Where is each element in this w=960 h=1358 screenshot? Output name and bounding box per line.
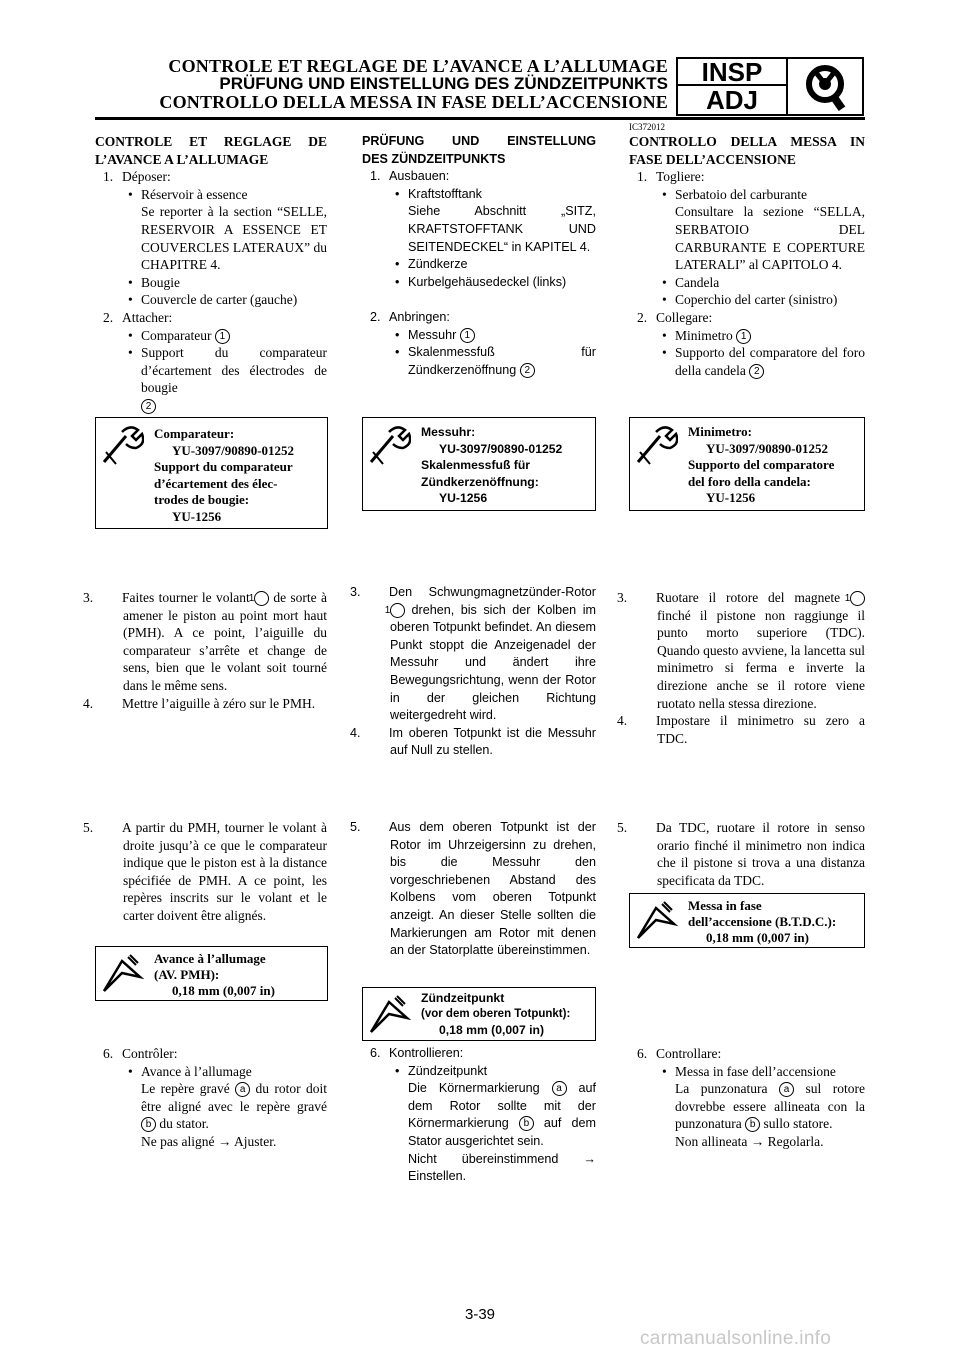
it-column-mid xyxy=(617,589,865,747)
spec-tool-icon xyxy=(100,951,144,995)
de-step1-bullet1: • Kraftstofftank xyxy=(362,186,596,204)
spec-tool-icon xyxy=(367,992,411,1036)
fr-step1-note: Se reporter à la section “SELLE, RESERVOIR A ESSENCE ET COUVERCLES LATERAUX” du CHAPITRE 4. xyxy=(141,204,327,273)
de-step6-bullet1: • Zündzeitpunkt xyxy=(362,1063,596,1081)
fr-step1-bullet3: • Couvercle de carter (gauche) xyxy=(95,291,327,309)
fr-step1-bullet1: • Réservoir à essence xyxy=(95,186,327,204)
callout-a-icon: a xyxy=(235,1082,250,1097)
de-box1-line1: Messuhr: xyxy=(421,425,476,439)
it-step-2: 2. Collegare: xyxy=(637,309,713,325)
fr-box1-line5: trodes de bougie: xyxy=(154,492,250,507)
wrench-magnifier-icon xyxy=(794,62,856,112)
badge-adj-label: ADJ xyxy=(705,85,758,115)
it-step6-note: La punzonatura a sul rotore dovrebbe essere allineata con la punzonatura b sullo statore. xyxy=(675,1081,865,1132)
fr-step-6: 6. Contrôler: xyxy=(103,1046,178,1061)
it-box1-line3: Supporto del comparatore xyxy=(688,457,835,472)
it-title-line1: CONTROLLO DELLA MESSA IN xyxy=(629,134,865,149)
it-box1-line1: Minimetro: xyxy=(688,424,753,439)
fr-step6-note2: Ne pas aligné → Ajuster. xyxy=(141,1133,277,1149)
callout-a-icon: a xyxy=(779,1082,794,1097)
it-box2-line1: Messa in fase xyxy=(688,898,762,913)
de-step6-note: Die Körnermarkierung a auf dem Rotor sollte mit der Körnermarkierung b auf dem Stator ausgerichtet sein. xyxy=(408,1081,597,1148)
de-box2-line1: Zündzeitpunkt xyxy=(421,991,505,1005)
fr-box2-line3: 0,18 mm (0,007 in) xyxy=(172,983,275,998)
de-box1-line3: Skalenmessfuß für xyxy=(421,458,531,472)
it-step6-bullet1: • Messa in fase dell’accensione xyxy=(629,1063,865,1081)
fr-step-3: 3. Faites tourner le volant 1 de sorte à amener le piston au point mort haut (PMH). A ce point, l’aiguille du comparateur s’arrête et change de sens, bien que le volant soit tourné dans le même sens. xyxy=(83,590,327,693)
it-title-line2: FASE DELL’ACCENSIONE xyxy=(629,151,796,167)
header-title-fr: CONTROLE ET REGLAGE DE L’AVANCE A L’ALLUMAGE xyxy=(168,56,668,76)
it-timing-spec-box xyxy=(629,893,865,948)
it-step-5: 5. Da TDC, ruotare il rotore in senso orario finché il minimetro non indica che il pistone si trova a una distanza specificata da TDC. xyxy=(617,820,865,888)
it-step1-bullet2: • Candela xyxy=(629,274,865,292)
page-number: 3-39 xyxy=(464,1306,496,1323)
fr-box1-line6: YU-1256 xyxy=(172,508,222,524)
fr-column-top xyxy=(95,133,327,415)
de-box2-line3: 0,18 mm (0,007 in) xyxy=(439,1023,544,1037)
fr-step2-bullet1: • Comparateur 1 xyxy=(95,327,327,345)
de-box1-line2: YU-3097/90890-01252 xyxy=(439,441,563,456)
it-box1-line5: YU-1256 xyxy=(706,490,756,505)
fr-box1-line3: Support du comparateur xyxy=(154,459,293,474)
spec-tool-icon xyxy=(634,898,678,942)
de-title-line2: DES ZÜNDZEITPUNKTS xyxy=(362,151,506,166)
callout-a-icon: a xyxy=(552,1081,567,1096)
fr-step-1: 1. Déposer: xyxy=(103,169,171,185)
fr-box1-line2: YU-3097/90890-01252 xyxy=(172,442,295,458)
de-column-bottom xyxy=(362,1045,596,1186)
fr-column-mid xyxy=(83,589,327,712)
de-timing-spec-box xyxy=(362,987,596,1041)
de-box2-line2: (vor dem oberen Totpunkt): xyxy=(421,1008,571,1020)
it-step-4: 4. Impostare il minimetro su zero a TDC. xyxy=(617,713,865,746)
it-box2-line3: 0,18 mm (0,007 in) xyxy=(706,930,809,945)
fr-column-bottom xyxy=(95,1045,327,1151)
callout-b-icon: b xyxy=(519,1116,534,1131)
fr-box2-line1: Avance à l’allumage xyxy=(154,951,266,966)
callout-2-icon: 2 xyxy=(141,399,156,414)
de-step-2: 2. Anbringen: xyxy=(370,309,450,324)
de-step2-bullet2: • Skalenmessfuß für Zündkerzenöffnung 2 xyxy=(362,344,596,379)
de-step1-note: Siehe Abschnitt „SITZ, KRAFTSTOFFTANK UND SEITENDECKEL“ in KAPITEL 4. xyxy=(408,204,596,254)
de-column-top xyxy=(362,133,596,379)
it-step-1: 1. Togliere: xyxy=(637,169,705,185)
de-column-mid xyxy=(350,584,596,760)
fr-box1-line1: Comparateur: xyxy=(154,426,235,441)
fr-step-2: 2. Attacher: xyxy=(103,309,173,325)
de-step2-bullet1: • Messuhr 1 xyxy=(362,327,596,345)
badge-insp-label: INSP xyxy=(678,59,786,86)
fr-title-line2: L’AVANCE A L’ALLUMAGE xyxy=(95,151,269,167)
de-column-step5 xyxy=(350,819,596,960)
it-step1-bullet1: • Serbatoio del carburante xyxy=(629,186,865,204)
section-code: IC372012 xyxy=(629,122,665,132)
tool-wrench-icon xyxy=(634,422,678,468)
de-title-line1: PRÜFUNG UND EINSTELLUNG xyxy=(362,134,596,148)
fr-step6-bullet1: • Avance à l’allumage xyxy=(95,1063,327,1081)
de-step-4: 4. Im oberen Totpunkt ist die Messuhr auf Null zu stellen. xyxy=(350,725,596,758)
it-step2-bullet2: • Supporto del comparatore del foro della candela 2 xyxy=(629,344,865,379)
fr-column-step5 xyxy=(83,819,327,925)
fr-box2-line2: (AV. PMH): xyxy=(154,967,220,982)
fr-timing-spec-box xyxy=(95,946,328,1001)
callout-1-icon: 1 xyxy=(850,591,865,606)
it-box1-line4: del foro della candela: xyxy=(688,473,811,489)
tool-wrench-icon xyxy=(100,422,144,468)
callout-1-icon: 1 xyxy=(254,591,269,606)
it-column-bottom xyxy=(629,1045,865,1151)
fr-step2-bullet2: • Support du comparateur d’écartement des électrodes de bougie 2 xyxy=(95,344,327,414)
header-rule xyxy=(95,117,865,120)
header-title-de: PRÜFUNG UND EINSTELLUNG DES ZÜNDZEITPUNKTS xyxy=(219,74,668,93)
de-step6-note2: Nicht übereinstimmend → Einstellen. xyxy=(408,1151,596,1184)
watermark: carmanualsonline.info xyxy=(640,1328,832,1349)
tool-wrench-icon xyxy=(367,422,411,468)
it-step6-note2: Non allineata → Regolarla. xyxy=(675,1133,824,1149)
it-step1-bullet3: • Coperchio del carter (sinistro) xyxy=(629,291,865,309)
it-step-6: 6. Controllare: xyxy=(637,1046,722,1061)
de-step1-bullet3: • Kurbelgehäusedeckel (links) xyxy=(362,274,596,292)
callout-b-icon: b xyxy=(141,1117,156,1132)
fr-step-5: 5. A partir du PMH, tourner le volant à droite jusqu’à ce que le comparateur indique que le piston est à la distance spécifiée de PMH. A ce point, les repères inscrits sur le volant et le carter doivent être alignés. xyxy=(83,820,327,923)
de-step-3: 3. Den Schwungmagnetzünder-Rotor 1 drehen, bis sich der Kolben im oberen Totpunkt befindet. An diesem Punkt stoppt die Anzeigenadel der Messuhr und ändert ihre Bewegungsrichtung, wenn der Rotor in der gleichen Richtung weitergedreht wird. xyxy=(350,585,596,723)
de-step-1: 1. Ausbauen: xyxy=(370,169,450,184)
callout-1-icon: 1 xyxy=(390,603,405,618)
callout-2-icon: 2 xyxy=(749,364,764,379)
fr-step1-bullet2: • Bougie xyxy=(95,274,327,292)
it-box2-line2: dell’accensione (B.T.D.C.): xyxy=(688,914,837,929)
it-column-step5 xyxy=(617,819,865,889)
callout-1-icon: 1 xyxy=(460,328,475,343)
it-box1-line2: YU-3097/90890-01252 xyxy=(706,440,829,456)
fr-step6-note: Le repère gravé a du rotor doit être aligné avec le repère gravé b du stator. xyxy=(141,1081,328,1132)
callout-2-icon: 2 xyxy=(520,363,535,378)
callout-b-icon: b xyxy=(745,1117,760,1132)
fr-step-4: 4. Mettre l’aiguille à zéro sur le PMH. xyxy=(83,695,316,711)
it-step2-bullet1: • Minimetro 1 xyxy=(629,327,865,345)
it-step1-note: Consultare la sezione “SELLA, SERBATOIO DEL CARBURANTE E COPERTURE LATERALI” al CAPITOLO 4. xyxy=(675,204,865,273)
de-tool-spec-box xyxy=(362,417,596,511)
de-step-6: 6. Kontrollieren: xyxy=(370,1046,464,1060)
inspection-badge xyxy=(676,57,864,116)
it-tool-spec-box xyxy=(629,417,865,511)
it-column-top xyxy=(629,133,865,379)
de-step1-bullet2: • Zündkerze xyxy=(362,256,596,274)
it-step-3: 3. Ruotare il rotore del magnete 1 finché il pistone non raggiunge il punto morto superiore (TDC). Quando questo avviene, la lancetta sul minimetro si ferma e inverte la direzione anche se il rotore viene ruotato nella stessa direzione. xyxy=(617,590,865,711)
callout-1-icon: 1 xyxy=(215,329,230,344)
de-box1-line4: Zündkerzenöffnung: xyxy=(421,474,539,489)
callout-1-icon: 1 xyxy=(736,329,751,344)
de-box1-line5: YU-1256 xyxy=(439,491,488,505)
fr-tool-spec-box xyxy=(95,417,328,529)
de-step-5: 5. Aus dem oberen Totpunkt ist der Rotor im Uhrzeigersinn zu drehen, bis die Messuhr den vorgeschriebenen Abstand des Kolbens vom oberen Totpunkt anzeigt. An dieser Stelle sollten die Markierungen am Rotor mit denen an der Statorplatte übereinstimmen. xyxy=(350,820,596,958)
fr-box1-line4: d’écartement des élec- xyxy=(154,475,278,491)
header-title-it: CONTROLLO DELLA MESSA IN FASE DELL’ACCENSIONE xyxy=(159,92,668,112)
fr-title-line1: CONTROLE ET REGLAGE DE xyxy=(95,134,327,149)
